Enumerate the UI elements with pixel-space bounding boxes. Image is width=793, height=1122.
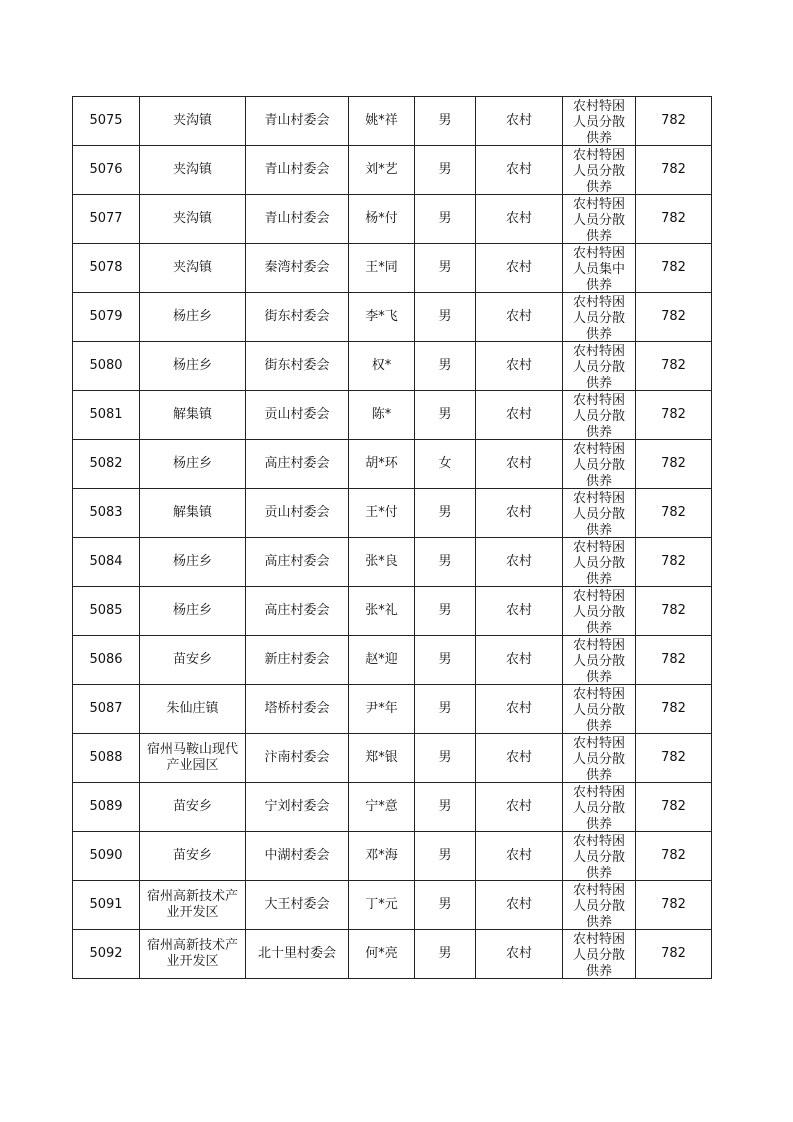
town-cell [140,146,246,195]
village-cell: 宁刘村委会 [246,783,349,832]
village-cell: 贡山村委会 [246,489,349,538]
row-number-cell: 5088 [73,734,140,783]
row-number-cell: 5079 [73,293,140,342]
support-type-cell-text: 农村特困人员分散供养 [572,589,625,635]
town-cell [140,195,246,244]
amount-cell: 782 [636,293,712,342]
table-row [73,97,712,146]
sex-cell: 男 [415,538,476,587]
sex-cell: 女 [415,440,476,489]
town-cell-text: 夹沟镇 [172,162,212,177]
town-cell-text: 杨庄乡 [172,309,212,324]
support-type-cell [563,440,636,489]
person-name-cell: 刘*艺 [349,146,415,195]
table-row [73,244,712,293]
support-type-cell [563,391,636,440]
row-number-cell: 5078 [73,244,140,293]
village-cell: 新庄村委会 [246,636,349,685]
amount-cell: 782 [636,636,712,685]
table-row [73,832,712,881]
area-cell: 农村 [476,440,563,489]
town-cell-text: 杨庄乡 [172,603,212,618]
support-type-cell [563,489,636,538]
area-cell: 农村 [476,538,563,587]
area-cell: 农村 [476,930,563,979]
sex-cell: 男 [415,734,476,783]
sex-cell: 男 [415,391,476,440]
area-cell: 农村 [476,195,563,244]
support-type-cell [563,587,636,636]
support-type-cell-text: 农村特困人员分散供养 [572,393,625,439]
row-number-cell: 5077 [73,195,140,244]
amount-cell: 782 [636,489,712,538]
person-name-cell: 王*同 [349,244,415,293]
town-cell-text: 宿州马鞍山现代产业园区 [146,742,238,773]
sex-cell: 男 [415,489,476,538]
area-cell: 农村 [476,293,563,342]
town-cell-text: 苗安乡 [172,652,212,667]
table-row [73,146,712,195]
support-type-cell-text: 农村特困人员分散供养 [572,932,625,978]
support-type-cell-text: 农村特困人员分散供养 [572,687,625,733]
table-row [73,342,712,391]
support-type-cell [563,832,636,881]
person-name-cell: 李*飞 [349,293,415,342]
person-name-cell: 胡*环 [349,440,415,489]
roster-body [73,97,712,979]
amount-cell: 782 [636,244,712,293]
row-number-cell: 5075 [73,97,140,146]
amount-cell: 782 [636,391,712,440]
sex-cell: 男 [415,783,476,832]
town-cell-text: 夹沟镇 [172,260,212,275]
row-number-cell: 5084 [73,538,140,587]
person-name-cell: 郑*银 [349,734,415,783]
amount-cell: 782 [636,734,712,783]
area-cell: 农村 [476,832,563,881]
support-type-cell [563,685,636,734]
village-cell: 街东村委会 [246,293,349,342]
area-cell: 农村 [476,342,563,391]
support-type-cell-text: 农村特困人员分散供养 [572,638,625,684]
support-type-cell-text: 农村特困人员分散供养 [572,491,625,537]
row-number-cell: 5086 [73,636,140,685]
village-cell: 街东村委会 [246,342,349,391]
town-cell [140,293,246,342]
table-row [73,734,712,783]
sex-cell: 男 [415,881,476,930]
town-cell-text: 杨庄乡 [172,456,212,471]
village-cell: 贡山村委会 [246,391,349,440]
table-row [73,587,712,636]
person-name-cell: 张*良 [349,538,415,587]
amount-cell: 782 [636,440,712,489]
town-cell-text: 解集镇 [172,505,212,520]
row-number-cell: 5082 [73,440,140,489]
village-cell: 青山村委会 [246,146,349,195]
sex-cell: 男 [415,97,476,146]
sex-cell: 男 [415,685,476,734]
town-cell-text: 宿州高新技术产业开发区 [146,938,238,969]
town-cell [140,734,246,783]
row-number-cell: 5089 [73,783,140,832]
person-name-cell: 权* [349,342,415,391]
support-type-cell [563,97,636,146]
person-name-cell: 王*付 [349,489,415,538]
area-cell: 农村 [476,587,563,636]
roster-table [72,96,712,979]
area-cell: 农村 [476,636,563,685]
support-type-cell-text: 农村特困人员分散供养 [572,785,625,831]
row-number-cell: 5087 [73,685,140,734]
sex-cell: 男 [415,636,476,685]
table-row [73,783,712,832]
town-cell-text: 朱仙庄镇 [166,701,219,716]
area-cell: 农村 [476,881,563,930]
town-cell-text: 夹沟镇 [172,211,212,226]
village-cell: 高庄村委会 [246,440,349,489]
town-cell [140,832,246,881]
town-cell-text: 苗安乡 [172,848,212,863]
amount-cell: 782 [636,538,712,587]
person-name-cell: 尹*年 [349,685,415,734]
village-cell: 北十里村委会 [246,930,349,979]
support-type-cell [563,293,636,342]
area-cell: 农村 [476,391,563,440]
row-number-cell: 5076 [73,146,140,195]
support-type-cell-text: 农村特困人员分散供养 [572,540,625,586]
sex-cell: 男 [415,342,476,391]
support-type-cell [563,734,636,783]
support-type-cell-text: 农村特困人员分散供养 [572,148,625,194]
town-cell [140,489,246,538]
person-name-cell: 姚*祥 [349,97,415,146]
person-name-cell: 何*亮 [349,930,415,979]
town-cell [140,342,246,391]
town-cell [140,881,246,930]
amount-cell: 782 [636,685,712,734]
support-type-cell [563,636,636,685]
town-cell-text: 杨庄乡 [172,358,212,373]
table-row [73,881,712,930]
table-row [73,391,712,440]
person-name-cell: 陈* [349,391,415,440]
row-number-cell: 5081 [73,391,140,440]
support-type-cell [563,244,636,293]
village-cell: 青山村委会 [246,195,349,244]
support-type-cell-text: 农村特困人员分散供养 [572,736,625,782]
person-name-cell: 邓*海 [349,832,415,881]
village-cell: 大王村委会 [246,881,349,930]
amount-cell: 782 [636,832,712,881]
village-cell: 秦湾村委会 [246,244,349,293]
town-cell [140,636,246,685]
town-cell [140,587,246,636]
sex-cell: 男 [415,244,476,293]
table-row [73,538,712,587]
row-number-cell: 5090 [73,832,140,881]
person-name-cell: 赵*迎 [349,636,415,685]
support-type-cell [563,881,636,930]
town-cell [140,685,246,734]
table-row [73,440,712,489]
row-number-cell: 5091 [73,881,140,930]
town-cell-text: 夹沟镇 [172,113,212,128]
person-name-cell: 杨*付 [349,195,415,244]
amount-cell: 782 [636,783,712,832]
row-number-cell: 5085 [73,587,140,636]
row-number-cell: 5080 [73,342,140,391]
town-cell-text: 解集镇 [172,407,212,422]
village-cell: 高庄村委会 [246,538,349,587]
table-row [73,489,712,538]
row-number-cell: 5083 [73,489,140,538]
support-type-cell [563,538,636,587]
area-cell: 农村 [476,244,563,293]
support-type-cell [563,195,636,244]
row-number-cell: 5092 [73,930,140,979]
village-cell: 塔桥村委会 [246,685,349,734]
person-name-cell: 宁*意 [349,783,415,832]
town-cell [140,538,246,587]
amount-cell: 782 [636,342,712,391]
amount-cell: 782 [636,146,712,195]
sex-cell: 男 [415,146,476,195]
support-type-cell [563,146,636,195]
village-cell: 中湖村委会 [246,832,349,881]
support-type-cell-text: 农村特困人员分散供养 [572,99,625,145]
town-cell-text: 苗安乡 [172,799,212,814]
table-row [73,636,712,685]
support-type-cell-text: 农村特困人员分散供养 [572,834,625,880]
town-cell-text: 杨庄乡 [172,554,212,569]
amount-cell: 782 [636,587,712,636]
town-cell [140,97,246,146]
table-row [73,685,712,734]
sex-cell: 男 [415,832,476,881]
town-cell [140,440,246,489]
area-cell: 农村 [476,734,563,783]
support-type-cell-text: 农村特困人员分散供养 [572,883,625,929]
table-row [73,293,712,342]
support-type-cell-text: 农村特困人员分散供养 [572,197,625,243]
area-cell: 农村 [476,489,563,538]
area-cell: 农村 [476,97,563,146]
town-cell-text: 宿州高新技术产业开发区 [146,889,238,920]
support-type-cell [563,783,636,832]
person-name-cell: 丁*元 [349,881,415,930]
support-type-cell-text: 农村特困人员分散供养 [572,442,625,488]
person-name-cell: 张*礼 [349,587,415,636]
table-row [73,195,712,244]
town-cell [140,930,246,979]
support-type-cell-text: 农村特困人员分散供养 [572,295,625,341]
village-cell: 青山村委会 [246,97,349,146]
town-cell [140,391,246,440]
sex-cell: 男 [415,293,476,342]
area-cell: 农村 [476,146,563,195]
support-type-cell-text: 农村特困人员集中供养 [572,246,625,292]
village-cell: 汴南村委会 [246,734,349,783]
sex-cell: 男 [415,587,476,636]
town-cell [140,244,246,293]
village-cell: 高庄村委会 [246,587,349,636]
amount-cell: 782 [636,97,712,146]
area-cell: 农村 [476,783,563,832]
sex-cell: 男 [415,930,476,979]
support-type-cell-text: 农村特困人员分散供养 [572,344,625,390]
support-type-cell [563,930,636,979]
town-cell [140,783,246,832]
table-row [73,930,712,979]
amount-cell: 782 [636,195,712,244]
sex-cell: 男 [415,195,476,244]
amount-cell: 782 [636,930,712,979]
support-type-cell [563,342,636,391]
area-cell: 农村 [476,685,563,734]
amount-cell: 782 [636,881,712,930]
